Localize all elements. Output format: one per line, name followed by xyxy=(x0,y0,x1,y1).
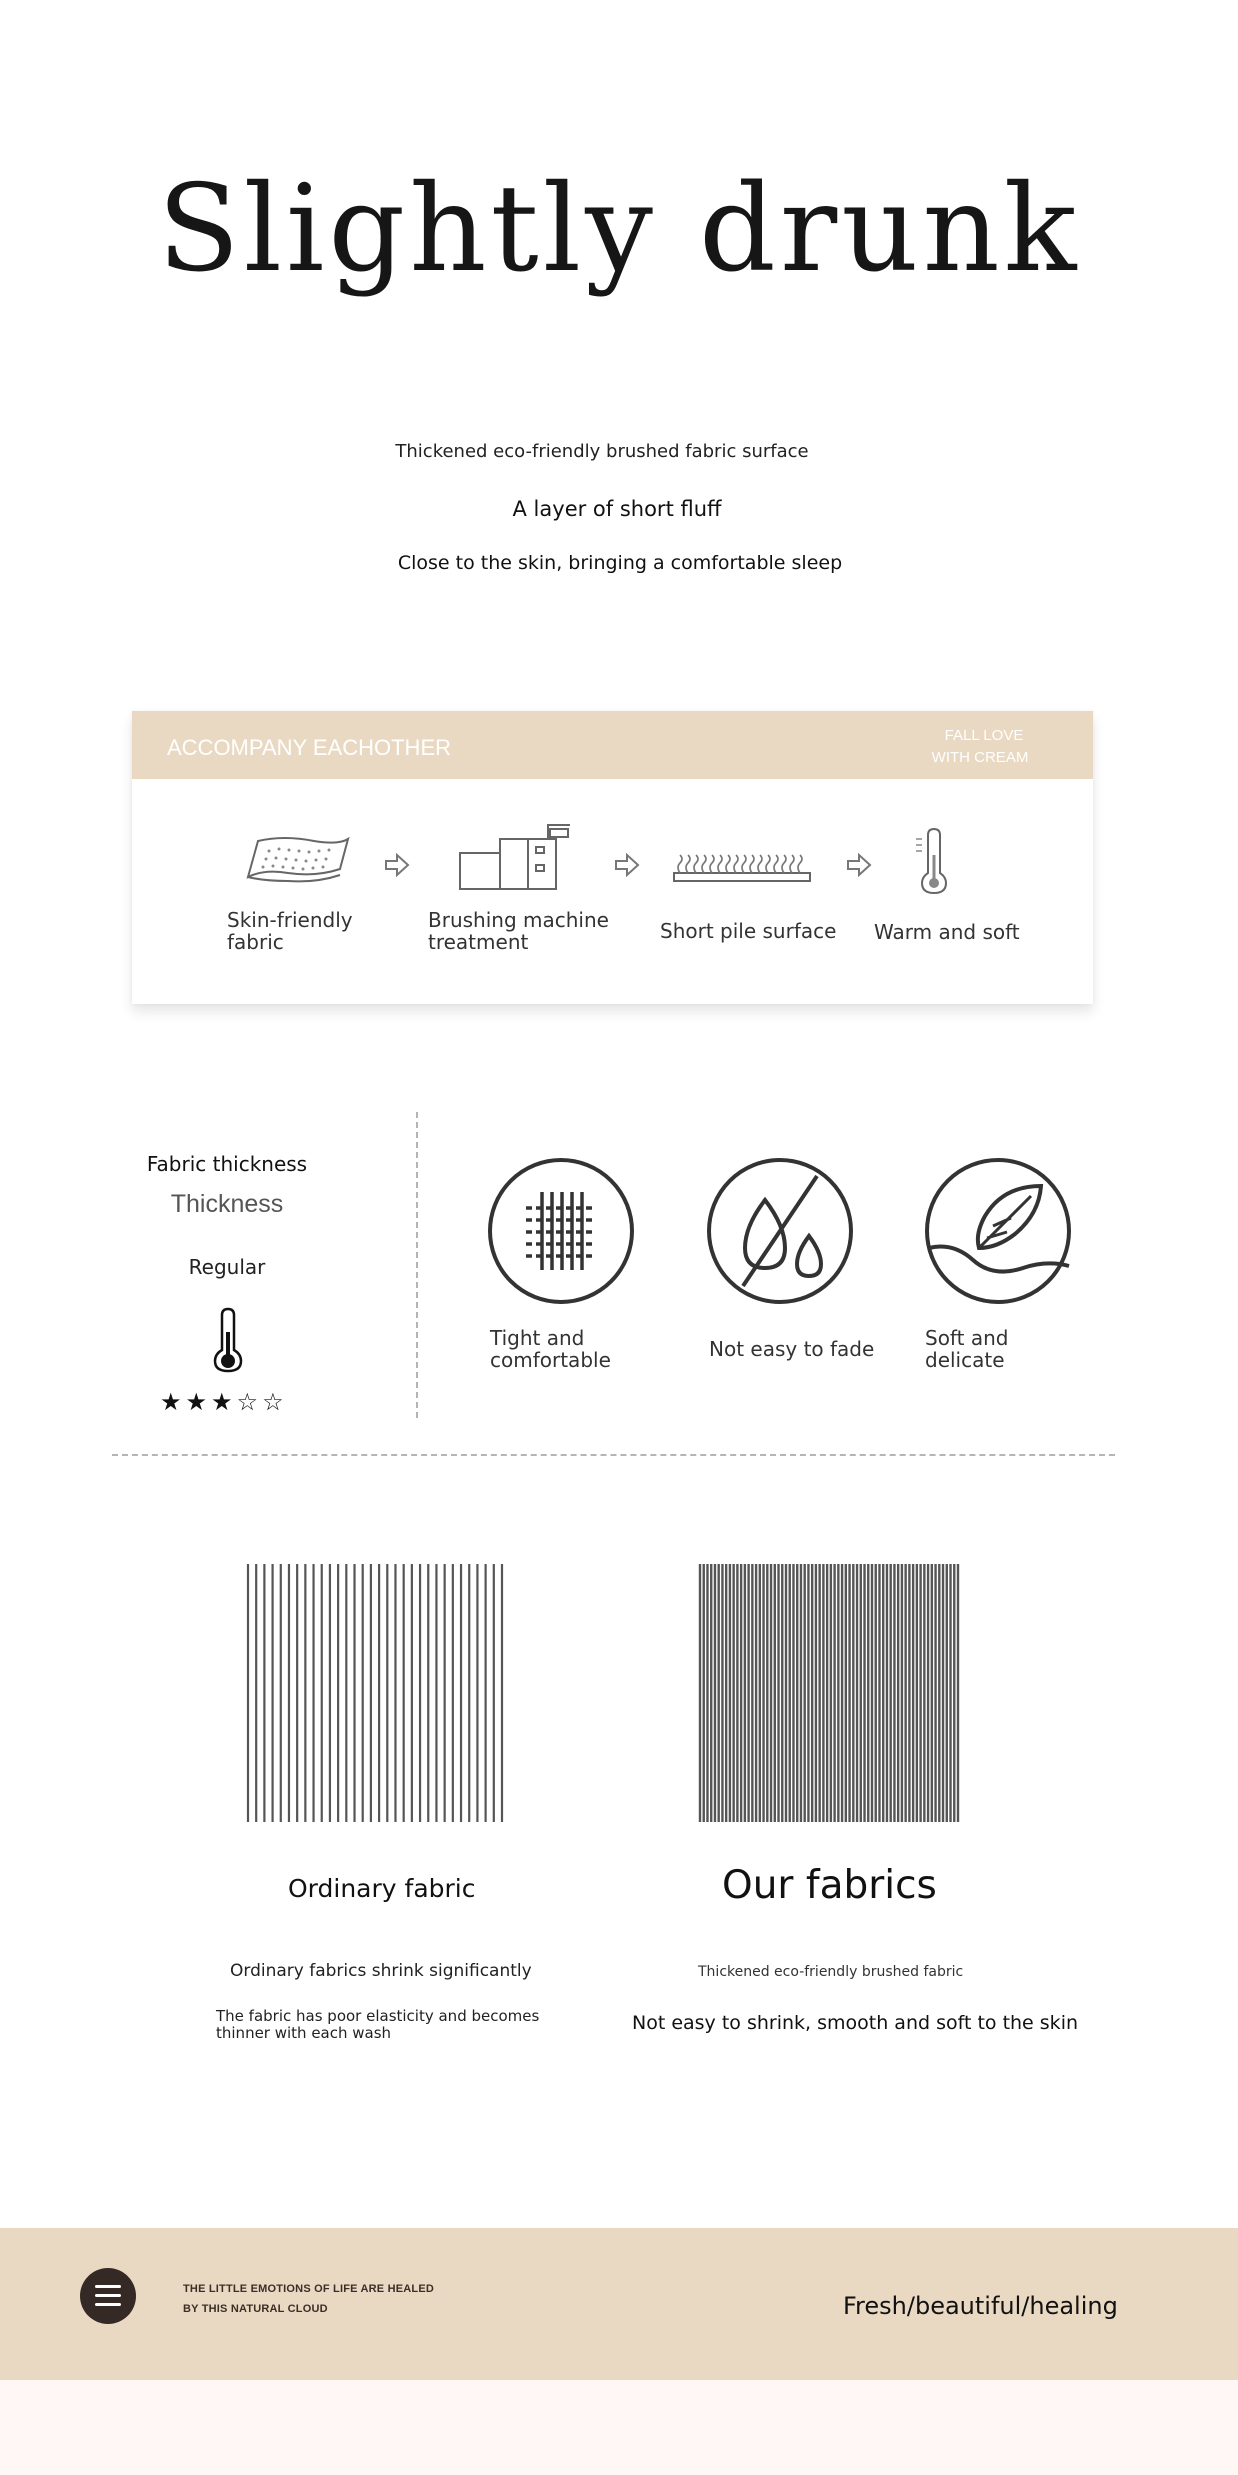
ordinary-fabric-title: Ordinary fabric xyxy=(288,1874,476,1903)
step-label: Brushing machine treatment xyxy=(428,908,609,954)
star-filled-icon: ★ xyxy=(185,1388,208,1416)
star-filled-icon: ★ xyxy=(211,1388,233,1416)
process-card xyxy=(132,711,1093,1004)
our-fabric-lines xyxy=(698,1562,962,1824)
arrow-right-icon xyxy=(384,853,410,877)
feature-label: Soft and delicate xyxy=(925,1326,1009,1372)
short-pile-icon xyxy=(672,851,812,885)
ordinary-fabric-line-1: Ordinary fabrics shrink significantly xyxy=(230,1961,532,1981)
brushing-machine-icon xyxy=(456,821,580,893)
horizontal-divider xyxy=(112,1454,1115,1456)
no-fade-drops-icon xyxy=(705,1156,855,1306)
footer-bottom xyxy=(0,2380,1238,2475)
process-header-right-2: WITH CREAM xyxy=(931,749,1029,766)
fabric-icon xyxy=(244,835,354,885)
footer-bar xyxy=(0,2228,1238,2380)
feature-label: Tight and comfortable xyxy=(490,1326,611,1372)
menu-icon xyxy=(95,2303,121,2306)
menu-icon xyxy=(95,2294,121,2297)
vertical-divider xyxy=(416,1112,418,1418)
star-filled-icon: ★ xyxy=(160,1388,182,1416)
our-fabrics-line-2: Not easy to shrink, smooth and soft to the skin xyxy=(632,2012,1079,2034)
process-header-title: ACCOMPANY EACHOTHER xyxy=(167,735,452,760)
thickness-label: Fabric thickness xyxy=(146,1152,308,1176)
step-label: Warm and soft xyxy=(874,920,1020,944)
feather-icon xyxy=(923,1156,1073,1306)
hero-subtitle-3: Close to the skin, bringing a comfortable sleep xyxy=(397,552,843,574)
thickness-value: Regular xyxy=(188,1255,266,1279)
ordinary-fabric-lines xyxy=(246,1562,506,1824)
feature-label: Not easy to fade xyxy=(709,1337,875,1361)
ordinary-fabric-line-2: The fabric has poor elasticity and becomes thinner with each wash xyxy=(216,2007,540,2042)
process-header-bar xyxy=(132,711,1093,779)
hero-subtitle-1: Thickened eco-friendly brushed fabric surface xyxy=(395,441,809,462)
our-fabrics-line-1: Thickened eco-friendly brushed fabric xyxy=(698,1964,964,1980)
process-header-right-1: FALL LOVE xyxy=(944,727,1024,744)
step-label: Short pile surface xyxy=(660,919,837,943)
thickness-heading: Thickness xyxy=(170,1190,284,1218)
footer-tagline-2: BY THIS NATURAL CLOUD xyxy=(183,2303,328,2315)
menu-icon xyxy=(95,2285,121,2288)
thermometer-icon xyxy=(914,825,954,897)
star-empty-icon: ☆ xyxy=(262,1388,284,1416)
arrow-right-icon xyxy=(614,853,640,877)
thermometer-icon xyxy=(210,1306,246,1374)
hero-subtitle-2: A layer of short fluff xyxy=(512,497,722,521)
rating-stars xyxy=(160,1388,296,1414)
menu-button[interactable] xyxy=(80,2268,136,2324)
star-empty-icon: ☆ xyxy=(236,1388,259,1416)
hero-title: Slightly drunk xyxy=(157,160,1081,299)
step-label: Skin-friendly fabric xyxy=(227,908,353,954)
footer-tagline-1: THE LITTLE EMOTIONS OF LIFE ARE HEALED xyxy=(183,2283,435,2295)
arrow-right-icon xyxy=(846,853,872,877)
footer-slogan: Fresh/beautiful/healing xyxy=(843,2292,1118,2320)
weave-icon xyxy=(486,1156,636,1306)
our-fabrics-title: Our fabrics xyxy=(722,1863,937,1908)
